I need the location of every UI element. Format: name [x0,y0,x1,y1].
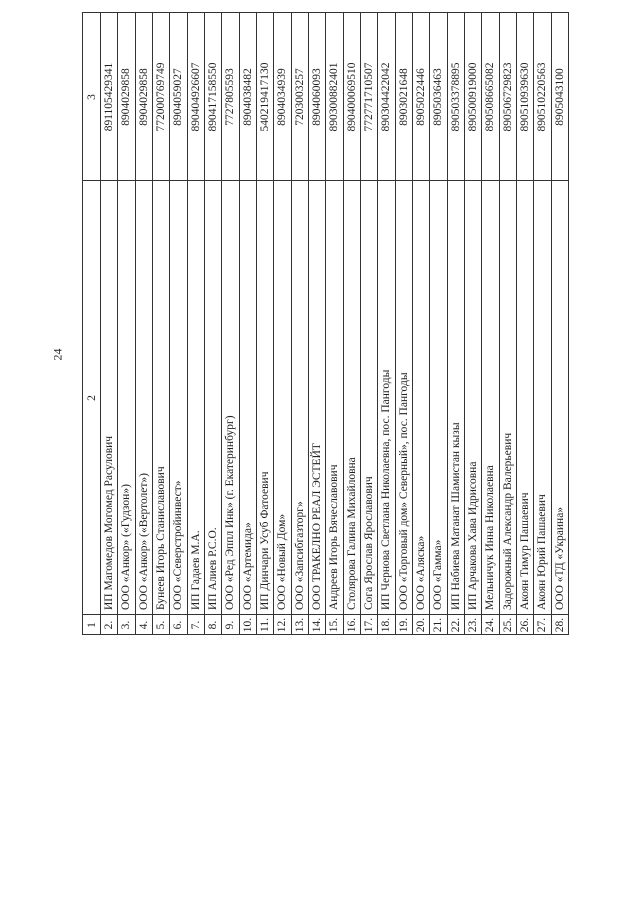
row-number-cell [308,615,325,635]
header-col-3-text: 3 [85,93,98,100]
row-number-cell [291,615,308,635]
inn-cell [170,13,187,181]
organization-name-cell-text: ООО «Торговый дом» Северный», пос. Пангоды [397,372,410,610]
inn-cell [516,13,533,181]
inn-cell-text: 8904029858 [137,67,150,126]
row-number-cell-text: 27. [536,617,549,632]
inn-cell [256,13,273,181]
organization-name-cell-text: Мельничук Инна Николаевна [484,465,497,610]
row-number-cell-text: 5. [155,620,168,629]
inn-cell-text: 891105429341 [103,62,116,131]
inn-cell-text: 890404926607 [189,62,202,131]
inn-cell [239,13,256,181]
inn-cell-text: 8904060093 [311,67,324,126]
number-column-row [83,615,569,635]
row-number-cell-text: 19. [397,617,410,632]
row-number-cell [378,615,395,635]
row-number-cell-text: 23. [467,617,480,632]
name-column-row [83,181,569,615]
row-number-cell [101,615,118,635]
row-number-cell-text: 18. [380,617,393,632]
inn-cell-text: 772771710507 [363,62,376,131]
organization-name-cell [239,181,256,615]
row-number-cell-text: 2. [103,620,116,629]
inn-cell [395,13,412,181]
row-number-cell-text: 14. [311,617,324,632]
organization-name-cell [551,181,568,615]
header-col-3 [83,13,101,181]
row-number-cell [170,615,187,635]
organization-name-cell [464,181,481,615]
row-number-cell [239,615,256,635]
organization-name-cell-text: ООО «Новый Дом» [276,513,289,610]
organization-name-cell-text: Задорожный Александр Валерьевич [501,432,514,610]
organization-name-cell [430,181,447,615]
organization-name-cell-text: ООО «Артемида» [241,522,254,610]
inn-cell [152,13,169,181]
organization-name-cell [326,181,343,615]
organization-name-cell-text: ООО «Анкор» («Вертолет») [137,472,150,610]
organization-name-cell-text: ООО «Гамма» [432,539,445,610]
row-number-cell-text: 3. [120,620,133,629]
row-number-cell-text: 12. [276,617,289,632]
organization-name-cell-text: ООО «Запсибгазторг» [293,501,306,610]
inn-cell [135,13,152,181]
inn-cell [464,13,481,181]
organization-name-cell-text: ИП Набиева Матанат Шамистан кызы [449,422,462,610]
inn-cell [534,13,551,181]
inn-cell-text: 890417158550 [207,62,220,131]
organization-name-cell-text: Акоян Юрий Пашаевич [536,494,549,610]
organization-name-cell-text: Сога Ярослав Ярославович [362,476,375,610]
row-number-cell-text: 8. [207,620,220,629]
organization-name-cell [412,181,429,615]
inn-cell [118,13,135,181]
inn-cell-text: 8905036463 [432,67,445,126]
row-number-cell [499,615,516,635]
inn-cell [378,13,395,181]
row-number-cell [152,615,169,635]
row-number-cell-text: 10. [241,617,254,632]
organization-name-cell [170,181,187,615]
header-col-2-text: 2 [85,394,98,401]
row-number-cell-text: 4. [137,620,150,629]
row-number-cell [135,615,152,635]
organization-name-cell [152,181,169,615]
organization-name-cell-text: Столярова Галина Михайловна [345,457,358,610]
organization-name-cell-text: ИП Арчакова Хава Идрисовна [466,461,479,610]
row-number-cell-text: 16. [345,617,358,632]
inn-cell-text: 7203003257 [293,67,306,126]
organization-name-cell-text: Бунеев Игорь Станиславович [154,466,167,610]
inn-cell [551,13,568,181]
inn-cell [447,13,464,181]
row-number-cell-text: 26. [519,617,532,632]
organization-name-cell [291,181,308,615]
row-number-cell [326,615,343,635]
row-number-cell [482,615,499,635]
inn-cell-text: 8904029858 [120,67,133,126]
row-number-cell-text: 25. [501,617,514,632]
organization-name-cell [447,181,464,615]
inn-cell-text: 890510220563 [536,62,549,131]
organization-name-cell [534,181,551,615]
organization-name-cell-text: ИП Чернова Светлана Николаевна, пос. Пангоды [380,369,393,610]
row-number-cell-text: 9. [224,620,237,629]
inn-cell-text: 890506729823 [501,62,514,131]
organization-name-cell-text: ИП Магомедов Могомед Расулович [103,435,115,610]
organization-name-cell [135,181,152,615]
row-number-cell-text: 21. [432,617,445,632]
inn-cell [430,13,447,181]
organization-name-cell [101,181,118,615]
row-number-cell [204,615,221,635]
inn-cell-text: 890508665082 [484,62,497,131]
inn-cell-text: 7727805593 [224,67,237,126]
page-number: 24 [50,348,65,361]
organization-name-cell-text: ИП Гадаев М.А. [189,530,202,610]
registry-table [82,12,568,634]
inn-cell-text: 8904034939 [276,67,289,126]
inn-cell-text: 8903021648 [397,67,410,126]
header-col-1-text: 1 [85,621,98,628]
row-number-cell-text: 20. [415,617,428,632]
row-number-cell [360,615,377,635]
organization-name-cell [343,181,360,615]
row-number-cell [187,615,204,635]
inn-cell [204,13,221,181]
organization-name-cell [274,181,291,615]
row-number-cell-text: 6. [172,620,185,629]
inn-cell [101,13,118,181]
organization-name-cell [395,181,412,615]
row-number-cell-text: 17. [363,617,376,632]
inn-cell [343,13,360,181]
row-number-cell [430,615,447,635]
organization-name-cell [222,181,239,615]
inn-cell [291,13,308,181]
row-number-cell [534,615,551,635]
inn-cell [499,13,516,181]
row-number-cell [118,615,135,635]
organization-name-cell-text: Андреев Игорь Вячеславович [328,464,341,610]
inn-cell-text: 890510939630 [519,62,532,131]
organization-name-cell-text: ООО «Аляска» [414,535,427,610]
inn-cell-text: 890400069510 [345,62,358,131]
organization-name-cell-text: ООО «Северстройинвест» [172,480,185,610]
organization-name-cell-text: ООО ТРАКЕЛНО РЕАЛ ЭСТЕЙТ [310,443,323,610]
organization-name-cell [118,181,135,615]
organization-name-cell-text: ИП Алиев Р.С.О. [206,527,219,610]
organization-name-cell-text: ООО «Ред Эппл Инк» (г. Екатеринбург) [224,415,237,610]
inn-cell [482,13,499,181]
value-column-row [83,13,569,181]
organization-name-cell-text: ООО «Анкор» («Гудзон») [120,484,133,610]
row-number-cell [395,615,412,635]
organization-name-cell [499,181,516,615]
inn-cell-text: 772000769749 [155,62,168,131]
inn-cell-text: 890300882401 [328,62,341,131]
inn-cell-text: 890304422042 [380,62,393,131]
row-number-cell [222,615,239,635]
inn-cell-text: 8905022446 [415,67,428,126]
organization-name-cell [516,181,533,615]
row-number-cell [256,615,273,635]
inn-cell-text: 540219417130 [259,62,272,131]
inn-cell [222,13,239,181]
organization-name-cell-text: ИП Динчари Усуб Фатоевич [258,471,271,610]
inn-cell-text: 8904059027 [172,67,185,126]
inn-cell-text: 8905043100 [553,67,566,126]
header-col-1 [83,615,101,635]
inn-cell [412,13,429,181]
row-number-cell [516,615,533,635]
row-number-cell-text: 7. [189,620,202,629]
row-number-cell-text: 22. [449,617,462,632]
organization-name-cell [360,181,377,615]
organization-name-cell [256,181,273,615]
inn-cell [326,13,343,181]
inn-cell [274,13,291,181]
row-number-cell [551,615,568,635]
inn-cell-text: 890500919000 [467,62,480,131]
row-number-cell [412,615,429,635]
row-number-cell-text: 11. [259,617,272,632]
organization-name-cell-text: ООО «ТД «Украина» [553,506,566,610]
organization-name-cell [204,181,221,615]
row-number-cell [343,615,360,635]
row-number-cell-text: 13. [293,617,306,632]
organization-name-cell [482,181,499,615]
inn-cell-text: 890503378895 [449,62,462,131]
row-number-cell-text: 24. [484,617,497,632]
header-col-2 [83,181,101,615]
inn-cell [187,13,204,181]
inn-cell-text: 8904038482 [241,67,254,126]
row-number-cell-text: 15. [328,617,341,632]
organization-name-cell-text: Акоян Тимур Пашаевич [518,492,531,610]
organization-name-cell [308,181,325,615]
inn-cell [360,13,377,181]
row-number-cell [447,615,464,635]
organization-name-cell [378,181,395,615]
row-number-cell-text: 28. [553,617,566,632]
row-number-cell [274,615,291,635]
organization-name-cell [187,181,204,615]
inn-cell [308,13,325,181]
row-number-cell [464,615,481,635]
